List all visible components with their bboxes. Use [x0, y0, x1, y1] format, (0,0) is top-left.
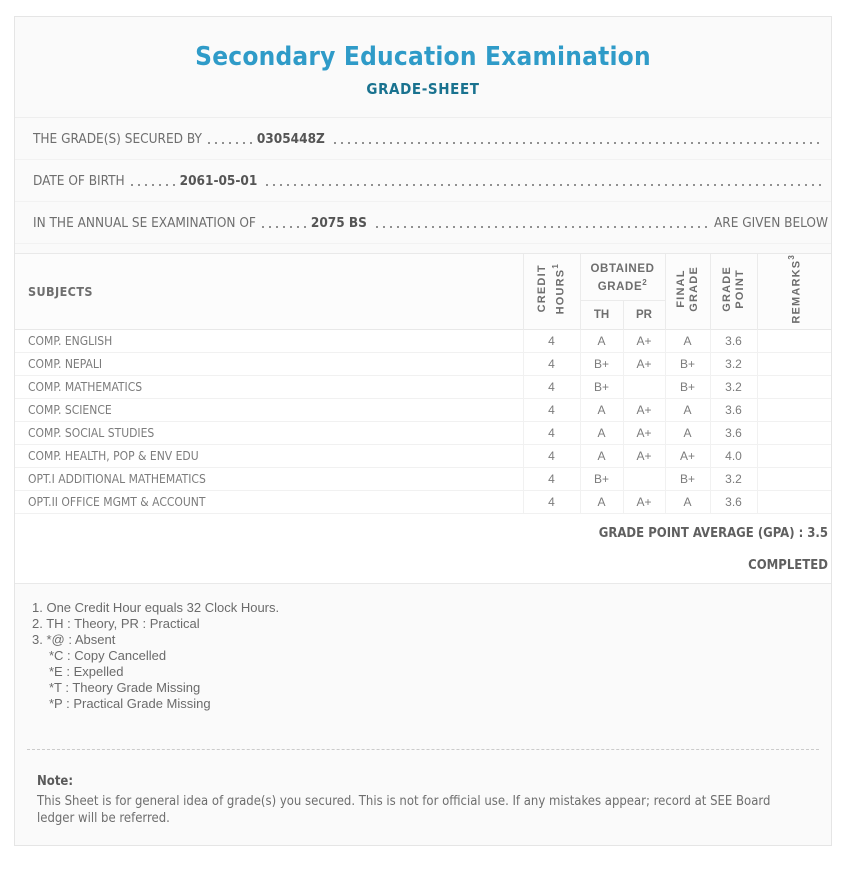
- dotted-leader: [376, 226, 707, 228]
- remarks-cell: [757, 329, 831, 352]
- practical-grade-cell: [623, 375, 665, 398]
- are-given-below-label: ARE GIVEN BELOW: [713, 214, 828, 231]
- info-row-secured-by: [15, 118, 831, 160]
- final-grade-cell: A: [665, 490, 710, 513]
- dashed-separator: [27, 749, 819, 750]
- remarks-cell: [757, 398, 831, 421]
- practical-grade-cell: A+: [623, 352, 665, 375]
- theory-grade-cell: A: [580, 329, 623, 352]
- footnote-ref-1: 1: [550, 263, 560, 269]
- info-section: [15, 118, 831, 244]
- table-row: [15, 375, 831, 398]
- date-of-birth-label: DATE OF BIRTH: [33, 172, 125, 189]
- subject-cell: COMP. HEALTH, POP & ENV EDU: [15, 444, 523, 467]
- grade-point-cell: 3.6: [710, 329, 757, 352]
- footnote-item: *C : Copy Cancelled: [49, 647, 167, 663]
- theory-grade-cell: B+: [580, 467, 623, 490]
- footnote-ref-3: 3: [786, 254, 796, 260]
- col-header-subjects: SUBJECTS: [15, 254, 523, 329]
- col-header-remarks: REMARKS$^3$: [757, 254, 831, 329]
- grades-table: [15, 254, 831, 514]
- theory-grade-cell: A: [580, 444, 623, 467]
- footnote-ref-2: 2: [642, 277, 648, 287]
- footnote-item: 2. TH : Theory, PR : Practical: [32, 615, 200, 631]
- remarks-cell: [757, 467, 831, 490]
- grade-point-cell: 4.0: [710, 444, 757, 467]
- col-header-obtained-grade: OBTAINED GRADE$^2$: [580, 254, 665, 300]
- credit-cell: 4: [523, 375, 580, 398]
- remarks-cell: [757, 490, 831, 513]
- final-grade-cell: A: [665, 421, 710, 444]
- footnotes-section: [32, 600, 831, 712]
- remarks-cell: [757, 375, 831, 398]
- final-grade-cell: A: [665, 329, 710, 352]
- subject-cell: COMP. ENGLISH: [15, 329, 523, 352]
- final-grade-cell: B+: [665, 352, 710, 375]
- practical-grade-cell: [623, 467, 665, 490]
- col-header-final-grade: FINAL GRADE: [665, 254, 710, 329]
- document-header: [15, 17, 831, 118]
- remarks-cell: [757, 352, 831, 375]
- grade-sheet-card: [14, 16, 832, 846]
- footnote-item: 3. *@ : Absent: [32, 631, 116, 647]
- theory-grade-cell: A: [580, 490, 623, 513]
- theory-grade-cell: B+: [580, 352, 623, 375]
- final-grade-cell: A: [665, 398, 710, 421]
- credit-cell: 4: [523, 421, 580, 444]
- footnote-item: *P : Practical Grade Missing: [49, 695, 211, 711]
- table-row: [15, 329, 831, 352]
- theory-grade-cell: B+: [580, 375, 623, 398]
- grade-point-cell: 3.6: [710, 490, 757, 513]
- credit-cell: 4: [523, 398, 580, 421]
- practical-grade-cell: A+: [623, 444, 665, 467]
- status-completed: COMPLETED: [748, 557, 828, 573]
- dotted-leader: [334, 142, 824, 144]
- note-section: [37, 774, 805, 827]
- note-heading: Note:: [37, 773, 74, 789]
- secured-by-label: THE GRADE(S) SECURED BY: [33, 130, 202, 147]
- practical-grade-cell: A+: [623, 398, 665, 421]
- subject-cell: OPT.II OFFICE MGMT & ACCOUNT: [15, 490, 523, 513]
- examination-label: IN THE ANNUAL SE EXAMINATION OF: [33, 214, 256, 231]
- subject-cell: OPT.I ADDITIONAL MATHEMATICS: [15, 467, 523, 490]
- remarks-cell: [757, 421, 831, 444]
- table-row: [15, 421, 831, 444]
- col-header-credit-hours: CREDIT HOURS$^1$: [523, 254, 580, 329]
- col-header-grade-point: GRADE POINT: [710, 254, 757, 329]
- grade-point-cell: 3.2: [710, 375, 757, 398]
- table-row: [15, 352, 831, 375]
- final-grade-cell: B+: [665, 467, 710, 490]
- final-grade-cell: A+: [665, 444, 710, 467]
- info-row-examination: [15, 202, 831, 244]
- practical-grade-cell: A+: [623, 490, 665, 513]
- table-row: [15, 467, 831, 490]
- theory-grade-cell: A: [580, 421, 623, 444]
- credit-cell: 4: [523, 352, 580, 375]
- dotted-leader: [131, 184, 175, 186]
- credit-cell: 4: [523, 467, 580, 490]
- gpa-label: GRADE POINT AVERAGE (GPA) :: [598, 525, 804, 541]
- final-grade-cell: B+: [665, 375, 710, 398]
- table-row: [15, 490, 831, 513]
- page-subtitle: GRADE-SHEET: [366, 80, 480, 98]
- note-body: This Sheet is for general idea of grade(s) you secured. This is not for official use. If any mistakes appear; record at SEE Board ledger will be referred.: [37, 793, 771, 826]
- col-header-theory: TH: [580, 300, 623, 329]
- page-title: Secondary Education Examination: [195, 42, 651, 72]
- examination-year-value: 2075 BS: [310, 214, 367, 231]
- gpa-line: [15, 526, 828, 541]
- theory-grade-cell: A: [580, 398, 623, 421]
- info-row-date-of-birth: [15, 160, 831, 202]
- gpa-value: 3.5: [807, 525, 828, 541]
- date-of-birth-value: 2061-05-01: [179, 172, 258, 189]
- grades-table-section: [15, 253, 831, 584]
- practical-grade-cell: A+: [623, 329, 665, 352]
- grade-point-cell: 3.6: [710, 421, 757, 444]
- practical-grade-cell: A+: [623, 421, 665, 444]
- credit-cell: 4: [523, 444, 580, 467]
- footnote-item: *T : Theory Grade Missing: [49, 679, 201, 695]
- credit-cell: 4: [523, 329, 580, 352]
- subject-cell: COMP. MATHEMATICS: [15, 375, 523, 398]
- subject-cell: COMP. SCIENCE: [15, 398, 523, 421]
- footnote-item: 1. One Credit Hour equals 32 Clock Hours.: [32, 599, 280, 615]
- remarks-cell: [757, 444, 831, 467]
- footnote-item: *E : Expelled: [49, 663, 124, 679]
- table-row: [15, 398, 831, 421]
- credit-cell: 4: [523, 490, 580, 513]
- dotted-leader: [266, 184, 824, 186]
- dotted-leader: [208, 142, 252, 144]
- grade-point-cell: 3.2: [710, 467, 757, 490]
- grade-point-cell: 3.6: [710, 398, 757, 421]
- subject-cell: COMP. SOCIAL STUDIES: [15, 421, 523, 444]
- table-row: [15, 444, 831, 467]
- grade-point-cell: 3.2: [710, 352, 757, 375]
- dotted-leader: [262, 226, 306, 228]
- summary-section: [15, 514, 831, 573]
- col-header-practical: PR: [623, 300, 665, 329]
- subject-cell: COMP. NEPALI: [15, 352, 523, 375]
- symbol-number-value: 0305448Z: [256, 130, 325, 147]
